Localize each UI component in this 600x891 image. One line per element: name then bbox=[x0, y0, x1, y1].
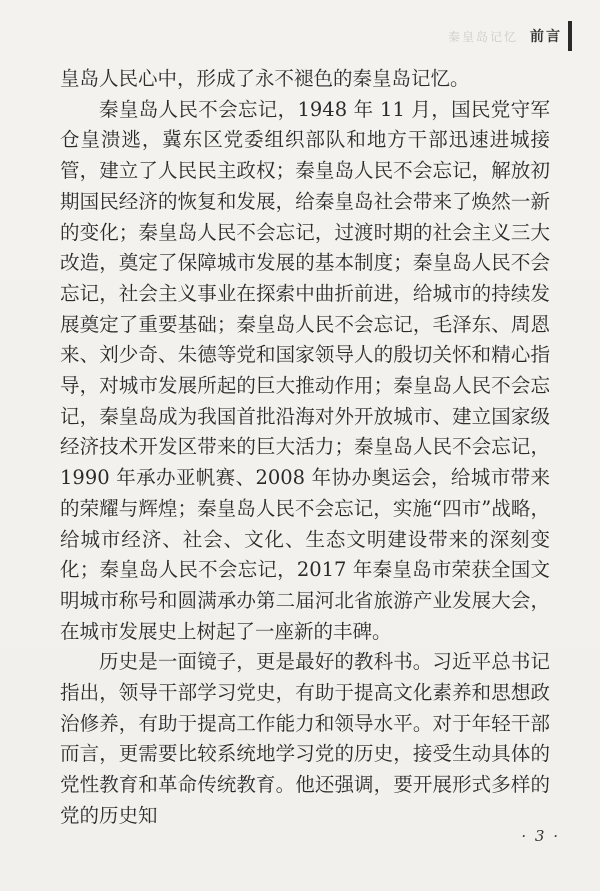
running-header bbox=[448, 18, 572, 54]
paragraph-history-mirror: 历史是一面镜子，更是最好的教科书。习近平总书记指出，领导干部学习党史，有助于提高文化素养和思想政治修养，有助于提高工作能力和领导水平。对于年轻干部而言，更需要比较系统地学习党的历史，接受生动具体的党性教育和革命传统教育。他还强调，要开展形式多样的党的历史知 bbox=[60, 650, 550, 827]
paragraph-memories: 秦皇岛人民不会忘记，1948 年 11 月，国民党守军仓皇溃逃，冀东区党委组织部队和地方干部迅速进城接管，建立了人民民主政权；秦皇岛人民不会忘记，解放初期国民经济的恢复和发展，给秦皇岛社会带来了焕然一新的变化；秦皇岛人民不会忘记，过渡时期的社会主义三大改造，奠定了保障城市发展的基本制度；秦皇岛人民不会忘记，社会主义事业在探索中曲折前进，给城市的持续发展奠定了重要基础；秦皇岛人民不会忘记，毛泽东、周恩来、刘少奇、朱德等党和国家领导人的殷切关怀和精心指导，对城市发展所起的巨大推动作用；秦皇岛人民不会忘记，秦皇岛成为我国首批沿海对外开放城市、建立国家级经济技术开发区带来的巨大活力；秦皇岛人民不会忘记，1990 年承办亚帆赛、2008 年协办奥运会，给城市带来的荣耀与辉煌；秦皇岛人民不会忘记，实施“四市”战略，给城市经济、社会、文化、生态文明建设带来的深刻变化；秦皇岛人民不会忘记，2017 年秦皇岛市荣获全国文明城市称号和圆满承办第二届河北省旅游产业发展大会，在城市发展史上树起了一座新的丰碑。 bbox=[60, 97, 550, 643]
header-bar-mark bbox=[568, 21, 572, 51]
header-title: 前言 bbox=[530, 29, 562, 45]
header-faint-text: 秦皇岛记忆 bbox=[447, 29, 518, 44]
body-text bbox=[60, 64, 550, 832]
page-number: · 3 · bbox=[521, 827, 560, 845]
paragraph-continuation: 皇岛人民心中，形成了永不褪色的秦皇岛记忆。 bbox=[60, 67, 470, 90]
